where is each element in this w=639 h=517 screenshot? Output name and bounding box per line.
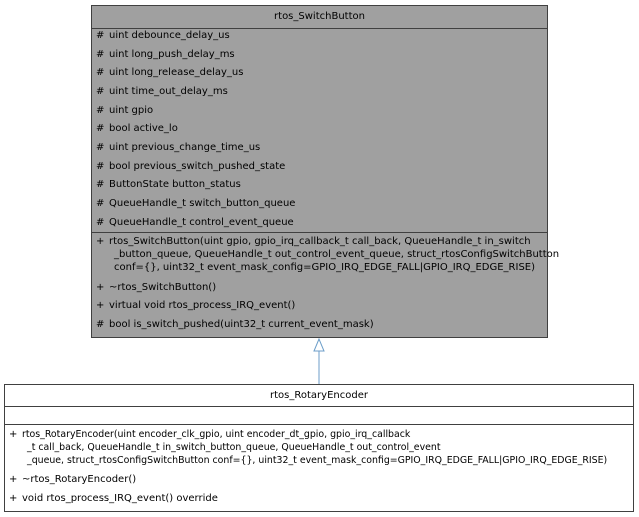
visibility-marker: + [96, 282, 105, 293]
inheritance-arrowhead [314, 339, 324, 351]
visibility-marker: + [96, 236, 105, 247]
uml-class-rtos-rotaryencoder[interactable] [4, 384, 634, 512]
method-text: bool is_switch_pushed(uint32_t current_event_mask) [109, 319, 374, 330]
method-text: rtos_SwitchButton(uint gpio, gpio_irq_callback_t call_back, QueueHandle_t in_switch _button_queue, QueueHandle_t out_control_event_queue, struct_rtosConfigSwitchButton conf={}, uint32_t event_mask_config=GPIO_IRQ_EDGE_FALL|GPIO_IRQ_EDGE_RISE) [109, 236, 560, 273]
visibility-marker: # [96, 123, 105, 134]
visibility-marker: + [9, 429, 18, 440]
visibility-marker: # [96, 161, 105, 172]
attribute-text: bool active_lo [109, 123, 178, 134]
method-text: ~rtos_RotaryEncoder() [22, 474, 137, 485]
visibility-marker: # [96, 30, 105, 41]
class-name: rtos_SwitchButton [274, 11, 365, 22]
attribute-text: uint time_out_delay_ms [109, 86, 228, 97]
visibility-marker: + [9, 493, 18, 504]
method-text: void rtos_process_IRQ_event() override [22, 493, 218, 504]
visibility-marker: + [96, 300, 105, 311]
visibility-marker: # [96, 67, 105, 78]
attribute-text: QueueHandle_t switch_button_queue [109, 198, 296, 209]
method-text: rtos_RotaryEncoder(uint encoder_clk_gpio, uint encoder_dt_gpio, gpio_irq_callback _t call_back, QueueHandle_t in_switch_button_queue, QueueHandle_t out_control_event _queue, struct_rtosConfigSwitchButton conf={}, uint32_t event_mask_config=GPIO_IRQ_EDGE_FALL|GPIO_IRQ_EDGE_RISE) [22, 429, 608, 466]
attribute-text: bool previous_switch_pushed_state [109, 161, 286, 172]
visibility-marker: # [96, 49, 105, 60]
visibility-marker: # [96, 105, 105, 116]
visibility-marker: # [96, 179, 105, 190]
visibility-marker: # [96, 217, 105, 228]
attribute-text: uint gpio [109, 105, 154, 116]
visibility-marker: # [96, 86, 105, 97]
attribute-text: uint long_release_delay_us [109, 67, 244, 78]
class-name: rtos_RotaryEncoder [270, 390, 368, 401]
method-text: virtual void rtos_process_IRQ_event() [109, 300, 296, 311]
class-divider [5, 424, 633, 425]
visibility-marker: # [96, 319, 105, 330]
visibility-marker: # [96, 142, 105, 153]
attribute-text: uint debounce_delay_us [109, 30, 230, 41]
visibility-marker: + [9, 474, 18, 485]
attribute-text: ButtonState button_status [109, 179, 241, 190]
attribute-text: uint previous_change_time_us [109, 142, 261, 153]
visibility-marker: # [96, 198, 105, 209]
attribute-text: uint long_push_delay_ms [109, 49, 235, 60]
attribute-text: QueueHandle_t control_event_queue [109, 217, 294, 228]
class-divider [5, 406, 633, 407]
method-text: ~rtos_SwitchButton() [109, 282, 217, 293]
